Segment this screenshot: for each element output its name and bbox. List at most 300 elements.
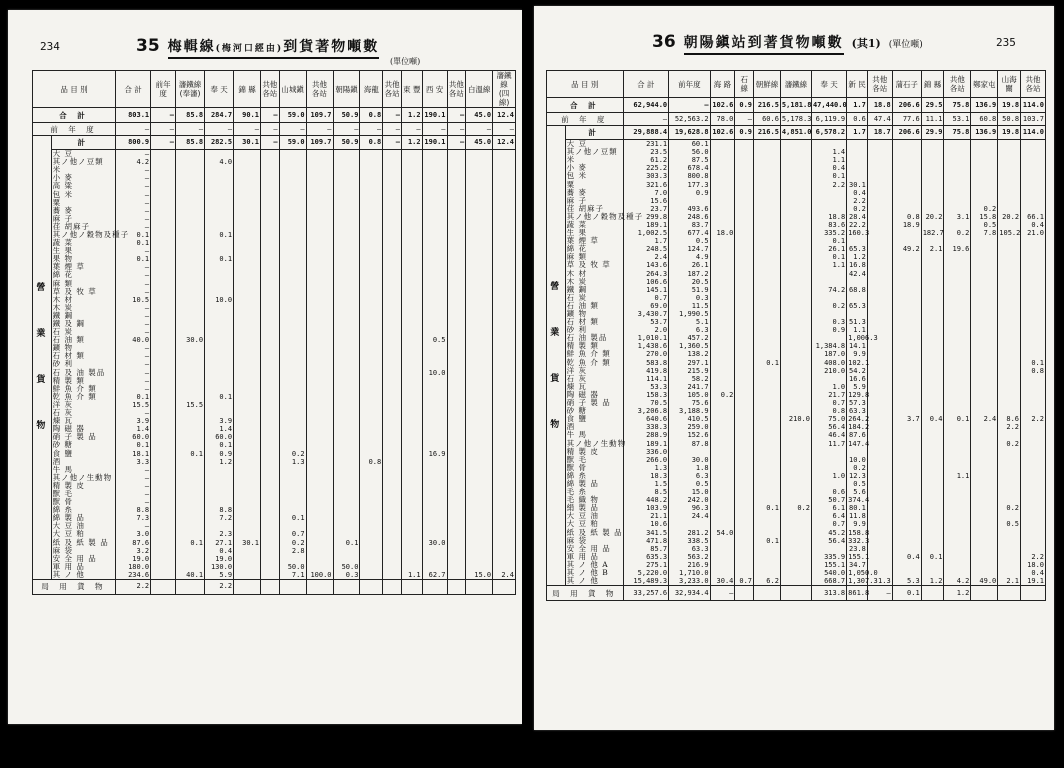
cell-value: 136.9 <box>971 98 998 113</box>
cell-value <box>447 158 466 166</box>
cell-value <box>867 545 892 553</box>
cell-value <box>151 288 176 296</box>
cell-value <box>176 304 205 312</box>
commodity-name: 紙 及 紙 製 品 <box>566 527 623 537</box>
cell-value <box>447 490 466 498</box>
cell-value <box>493 377 516 385</box>
cell-value <box>306 360 333 368</box>
commodity-name: 其 ノ 他 A <box>565 561 623 569</box>
cell-value <box>493 255 516 263</box>
cell-value: 160.3 <box>848 229 870 238</box>
cell-value <box>735 464 754 472</box>
cell-value: 2.3 <box>205 530 234 538</box>
cell-value <box>921 180 944 188</box>
cell-value <box>780 480 811 488</box>
cell-value <box>333 360 360 368</box>
cell-value <box>260 377 279 385</box>
cell-value <box>971 561 998 569</box>
cell-value <box>234 547 261 555</box>
cell-value: 1,710.0 <box>669 569 710 577</box>
cell-value <box>279 223 306 231</box>
cell-value <box>493 417 516 425</box>
cell-value <box>383 458 402 466</box>
table-row <box>33 547 516 555</box>
cell-value <box>944 367 971 375</box>
cell-value <box>306 174 333 182</box>
cell-value <box>205 522 234 530</box>
cell-value <box>1021 431 1046 439</box>
commodity-name: 安 全 用 品 <box>51 555 115 563</box>
commodity-name: 葉 煙 草 <box>51 263 115 271</box>
cell-value: — <box>115 182 150 190</box>
cell-value: 61.2 <box>623 156 669 164</box>
commodity-name: 綿 製 品 <box>51 514 115 522</box>
cell-value <box>780 496 811 504</box>
cell-value <box>811 197 846 205</box>
cell-value <box>360 328 383 336</box>
cell-value <box>998 359 1021 367</box>
cell-value <box>998 488 1021 496</box>
cell-value <box>735 148 754 156</box>
cell-value <box>493 498 516 506</box>
cell-value <box>971 350 998 358</box>
cell-value <box>205 344 234 352</box>
cell-value <box>944 318 971 326</box>
cell-value: 62.7 <box>422 571 447 580</box>
cell-value <box>422 530 447 538</box>
cell-value: 1,990.5 <box>669 310 710 318</box>
cell-value <box>971 375 998 383</box>
cell-value: 374.4 <box>848 496 870 505</box>
cell-value <box>867 286 892 294</box>
cell-value <box>971 439 998 447</box>
cell-value <box>710 302 735 310</box>
cell-value <box>260 190 279 198</box>
cell-value: 3.1 <box>944 213 971 221</box>
cell-value <box>422 296 447 304</box>
cell-value <box>260 409 279 417</box>
table-row <box>33 433 516 441</box>
cell-value: 53.3 <box>623 383 669 391</box>
cell-value <box>811 278 846 286</box>
cell-value <box>466 385 493 393</box>
commodity-name: 硝 子 製 品 <box>51 433 115 441</box>
commodity-name: 包 米 <box>565 172 623 180</box>
cell-value: 50.9 <box>333 108 360 123</box>
cell-value <box>447 474 466 482</box>
table-row <box>547 342 1046 350</box>
cell-value <box>780 294 811 302</box>
cell-value <box>205 247 234 255</box>
cell-value <box>360 360 383 368</box>
cell-value <box>360 433 383 441</box>
cell-value <box>205 280 234 288</box>
cell-value <box>735 439 754 447</box>
cell-value <box>333 190 360 198</box>
cell-value <box>401 328 422 336</box>
cell-value <box>279 441 306 449</box>
cell-value <box>867 496 892 504</box>
commodity-name: 鑛 物 <box>565 310 623 318</box>
table-row <box>33 449 516 457</box>
cell-value <box>360 215 383 223</box>
cell-value: 136.9 <box>971 126 998 140</box>
cell-value: — <box>360 123 383 136</box>
cell-value <box>422 231 447 239</box>
cell-value <box>735 512 754 520</box>
row-label: 局 用 貨 物 <box>33 579 116 594</box>
cell-value <box>306 352 333 360</box>
cell-value: 284.7 <box>205 108 234 123</box>
cell-value: 34.7 <box>847 561 868 569</box>
cell-value <box>176 312 205 320</box>
cell-value <box>383 474 402 482</box>
cell-value <box>466 255 493 263</box>
commodity-name: 石 灰 <box>565 375 623 383</box>
cell-value <box>447 514 466 522</box>
cell-value: 264.2 <box>848 415 870 424</box>
cell-value <box>493 190 516 198</box>
cell-value <box>735 294 754 302</box>
cell-value <box>360 312 383 320</box>
category-cell: 營 業 貨 物 <box>547 126 566 586</box>
cell-value <box>401 514 422 522</box>
cell-value: 187.0 <box>811 350 846 358</box>
cell-value <box>466 239 493 247</box>
cell-value <box>944 326 971 334</box>
table-row <box>547 229 1046 237</box>
cell-value <box>780 569 811 577</box>
cell-value: — <box>234 123 261 136</box>
cell-value <box>710 359 735 367</box>
cell-value <box>892 456 921 464</box>
cell-value <box>710 189 735 197</box>
cell-value <box>1021 278 1046 286</box>
cell-value: 24.4 <box>669 512 710 520</box>
cell-value: 18.1 <box>115 449 150 457</box>
cell-value <box>360 231 383 239</box>
commodity-name: 砂 糖 <box>565 407 623 415</box>
cell-value <box>279 336 306 344</box>
cell-value <box>780 318 811 326</box>
cell-value: — <box>115 466 150 474</box>
cell-value <box>401 539 422 547</box>
cell-value <box>971 180 998 188</box>
cell-value <box>754 529 781 537</box>
cell-value <box>1021 148 1046 156</box>
cell-value <box>383 158 402 166</box>
cell-value <box>754 213 781 221</box>
cell-value: 60.1 <box>669 140 710 149</box>
cell-value <box>867 197 892 205</box>
cell-value <box>447 231 466 239</box>
cell-value <box>260 288 279 296</box>
cell-value: — <box>333 123 360 136</box>
cell-value <box>151 571 176 580</box>
cell-value: 3.9 <box>205 417 234 425</box>
cell-value <box>735 334 754 342</box>
cell-value: 6.4 <box>811 512 846 520</box>
cell-value <box>710 488 735 496</box>
cell-value <box>754 270 781 278</box>
cell-value: — <box>669 98 710 113</box>
cell-value <box>401 409 422 417</box>
cell-value <box>921 205 944 213</box>
cell-value <box>944 464 971 472</box>
cell-value: 100.0 <box>306 571 333 580</box>
cell-value: 1.4 <box>115 425 150 433</box>
cell-value <box>333 304 360 312</box>
cell-value <box>383 377 402 385</box>
cell-value <box>306 417 333 425</box>
cell-value <box>176 409 205 417</box>
cell-value <box>998 342 1021 350</box>
cell-value: 1.3 <box>623 464 669 472</box>
cell-value <box>151 555 176 563</box>
table-row <box>547 504 1046 512</box>
cell-value <box>401 417 422 425</box>
cell-value <box>735 229 754 237</box>
cell-value <box>401 547 422 555</box>
table-row <box>547 545 1046 553</box>
commodity-name: 精 製 類 <box>51 377 115 385</box>
cell-value <box>422 433 447 441</box>
cell-value <box>234 377 261 385</box>
cell-value: 87.8 <box>669 439 710 447</box>
cell-value <box>710 407 735 415</box>
cell-value <box>176 344 205 352</box>
cell-value: 15.8 <box>971 213 998 221</box>
cell-value: 231.1 <box>623 140 669 149</box>
cell-value <box>710 569 735 577</box>
cell-value <box>1021 537 1046 545</box>
cell-value <box>234 458 261 466</box>
cell-value: 59.0 <box>279 108 306 123</box>
cell-value <box>710 423 735 431</box>
cell-value <box>333 514 360 522</box>
cell-value <box>971 472 998 480</box>
commodity-name: 大 豆 <box>565 140 623 149</box>
table-row <box>33 401 516 409</box>
table-row <box>547 253 1046 261</box>
cell-value <box>921 586 944 601</box>
commodity-name: 石 及 油 製品 <box>51 369 115 377</box>
cell-value <box>401 296 422 304</box>
cell-value <box>383 207 402 215</box>
cell-value: 130.0 <box>205 563 234 571</box>
cell-value <box>360 263 383 271</box>
cell-value <box>493 336 516 344</box>
cell-value <box>735 561 754 569</box>
cell-value: 30.0 <box>669 456 710 464</box>
cell-value <box>921 197 944 205</box>
cell-value <box>971 359 998 367</box>
cell-value <box>360 182 383 190</box>
cell-value <box>710 172 735 180</box>
commodity-name: 石 油 類 <box>51 336 115 344</box>
cell-value <box>710 294 735 302</box>
cell-value <box>447 263 466 271</box>
cell-value <box>360 320 383 328</box>
cell-value <box>447 199 466 207</box>
cell-value: — <box>260 108 279 123</box>
table-row <box>547 561 1046 569</box>
cell-value <box>493 563 516 571</box>
cell-value <box>447 482 466 490</box>
cell-value: 106.6 <box>623 278 669 286</box>
cell-value <box>944 431 971 439</box>
cell-value <box>971 148 998 156</box>
row-label: 合 計 <box>547 98 624 113</box>
cell-value <box>447 441 466 449</box>
cell-value <box>383 296 402 304</box>
cell-value: 10.0 <box>422 369 447 377</box>
cell-value <box>998 294 1021 302</box>
cell-value <box>493 174 516 182</box>
cell-value: 4.0 <box>205 158 234 166</box>
cell-value <box>176 174 205 182</box>
cell-value <box>944 407 971 415</box>
cell-value: 32,934.4 <box>669 586 710 601</box>
cell-value: — <box>115 369 150 377</box>
cell-value <box>279 215 306 223</box>
cell-value: 338.5 <box>669 537 710 545</box>
cell-value <box>306 166 333 174</box>
cell-value <box>921 391 944 399</box>
cell-value <box>333 328 360 336</box>
cell-value: 1.0 <box>811 472 846 480</box>
cell-value: 1.3 <box>867 577 892 586</box>
cell-value <box>401 271 422 279</box>
table-row <box>547 164 1046 172</box>
cell-value <box>447 280 466 288</box>
cell-value <box>234 425 261 433</box>
cell-value: 6.2 <box>754 577 781 586</box>
cell-value <box>176 514 205 522</box>
cell-value <box>205 190 234 198</box>
cell-value: 6.1 <box>811 504 846 512</box>
cell-value <box>493 360 516 368</box>
cell-value: 85.8 <box>176 108 205 123</box>
cell-value <box>1021 140 1046 149</box>
cell-value: 18.7 <box>867 126 892 140</box>
cell-value: 1,006.3 <box>848 334 878 343</box>
commodity-name: 石 油 類 <box>565 302 623 310</box>
cell-value <box>867 391 892 399</box>
cell-value <box>422 150 447 159</box>
cell-value <box>333 288 360 296</box>
cell-value <box>151 547 176 555</box>
cell-value <box>971 270 998 278</box>
cell-value <box>333 530 360 538</box>
cell-value <box>466 474 493 482</box>
cell-value <box>176 579 205 594</box>
cell-value <box>306 393 333 401</box>
cell-value <box>921 529 944 537</box>
cell-value <box>971 545 998 553</box>
cell-value: 1,307.3 <box>848 577 878 586</box>
cell-value <box>260 563 279 571</box>
cell-value <box>422 207 447 215</box>
cell-value: 21.7 <box>811 391 846 399</box>
cell-value <box>151 263 176 271</box>
commodity-name: 陶 磁 器 <box>565 391 623 399</box>
table-row <box>33 514 516 522</box>
cell-value <box>780 245 811 253</box>
cell-value <box>205 182 234 190</box>
subtotal-row <box>547 126 1046 140</box>
cell-value: 51.3 <box>847 318 868 326</box>
cell-value <box>892 148 921 156</box>
cell-value <box>754 148 781 156</box>
cell-value <box>867 423 892 431</box>
cell-value <box>260 401 279 409</box>
cell-value <box>847 448 868 456</box>
cell-value <box>447 296 466 304</box>
commodity-name: 木 炭 <box>51 304 115 312</box>
cell-value: 19.1 <box>1021 577 1046 586</box>
cell-value: 248.5 <box>623 245 669 253</box>
cell-value <box>735 367 754 375</box>
cell-value <box>176 182 205 190</box>
cell-value <box>205 239 234 247</box>
cell-value <box>466 223 493 231</box>
cell-value <box>892 302 921 310</box>
cell-value <box>306 190 333 198</box>
cell-value: 2.2 <box>998 423 1021 431</box>
cell-value <box>333 409 360 417</box>
cell-value <box>892 399 921 407</box>
cell-value <box>205 336 234 344</box>
cell-value <box>306 409 333 417</box>
cell-value: 10.6 <box>623 520 669 528</box>
cell-value <box>867 504 892 512</box>
commodity-name: 軍 用 品 <box>565 553 623 561</box>
cell-value <box>867 148 892 156</box>
cell-value <box>260 498 279 506</box>
table-row <box>547 318 1046 326</box>
cell-value: 7.1 <box>279 571 306 580</box>
cell-value: 0.1 <box>754 359 781 367</box>
cell-value: 189.1 <box>623 221 669 229</box>
cell-value: 2.2 <box>205 579 234 594</box>
cell-value <box>176 280 205 288</box>
cell-value: 583.8 <box>623 359 669 367</box>
cell-value: 457.2 <box>669 334 710 342</box>
cell-value <box>1021 456 1046 464</box>
cell-value <box>847 294 868 302</box>
cell-value <box>279 393 306 401</box>
cell-value <box>735 278 754 286</box>
cell-value <box>921 334 944 342</box>
cell-value <box>754 423 781 431</box>
cell-value: 129.8 <box>848 390 870 399</box>
commodity-name: 煉 瓦 <box>51 417 115 425</box>
cell-value <box>971 318 998 326</box>
cell-value <box>710 464 735 472</box>
cell-value: 177.3 <box>669 180 710 188</box>
cell-value <box>710 270 735 278</box>
table-row <box>547 180 1046 188</box>
commodity-name: 石 材 類 <box>565 318 623 326</box>
cell-value <box>333 239 360 247</box>
cell-value: — <box>115 190 150 198</box>
cell-value <box>710 286 735 294</box>
cell-value <box>205 263 234 271</box>
cell-value <box>306 449 333 457</box>
cell-value <box>234 150 261 159</box>
cell-value: — <box>115 385 150 393</box>
